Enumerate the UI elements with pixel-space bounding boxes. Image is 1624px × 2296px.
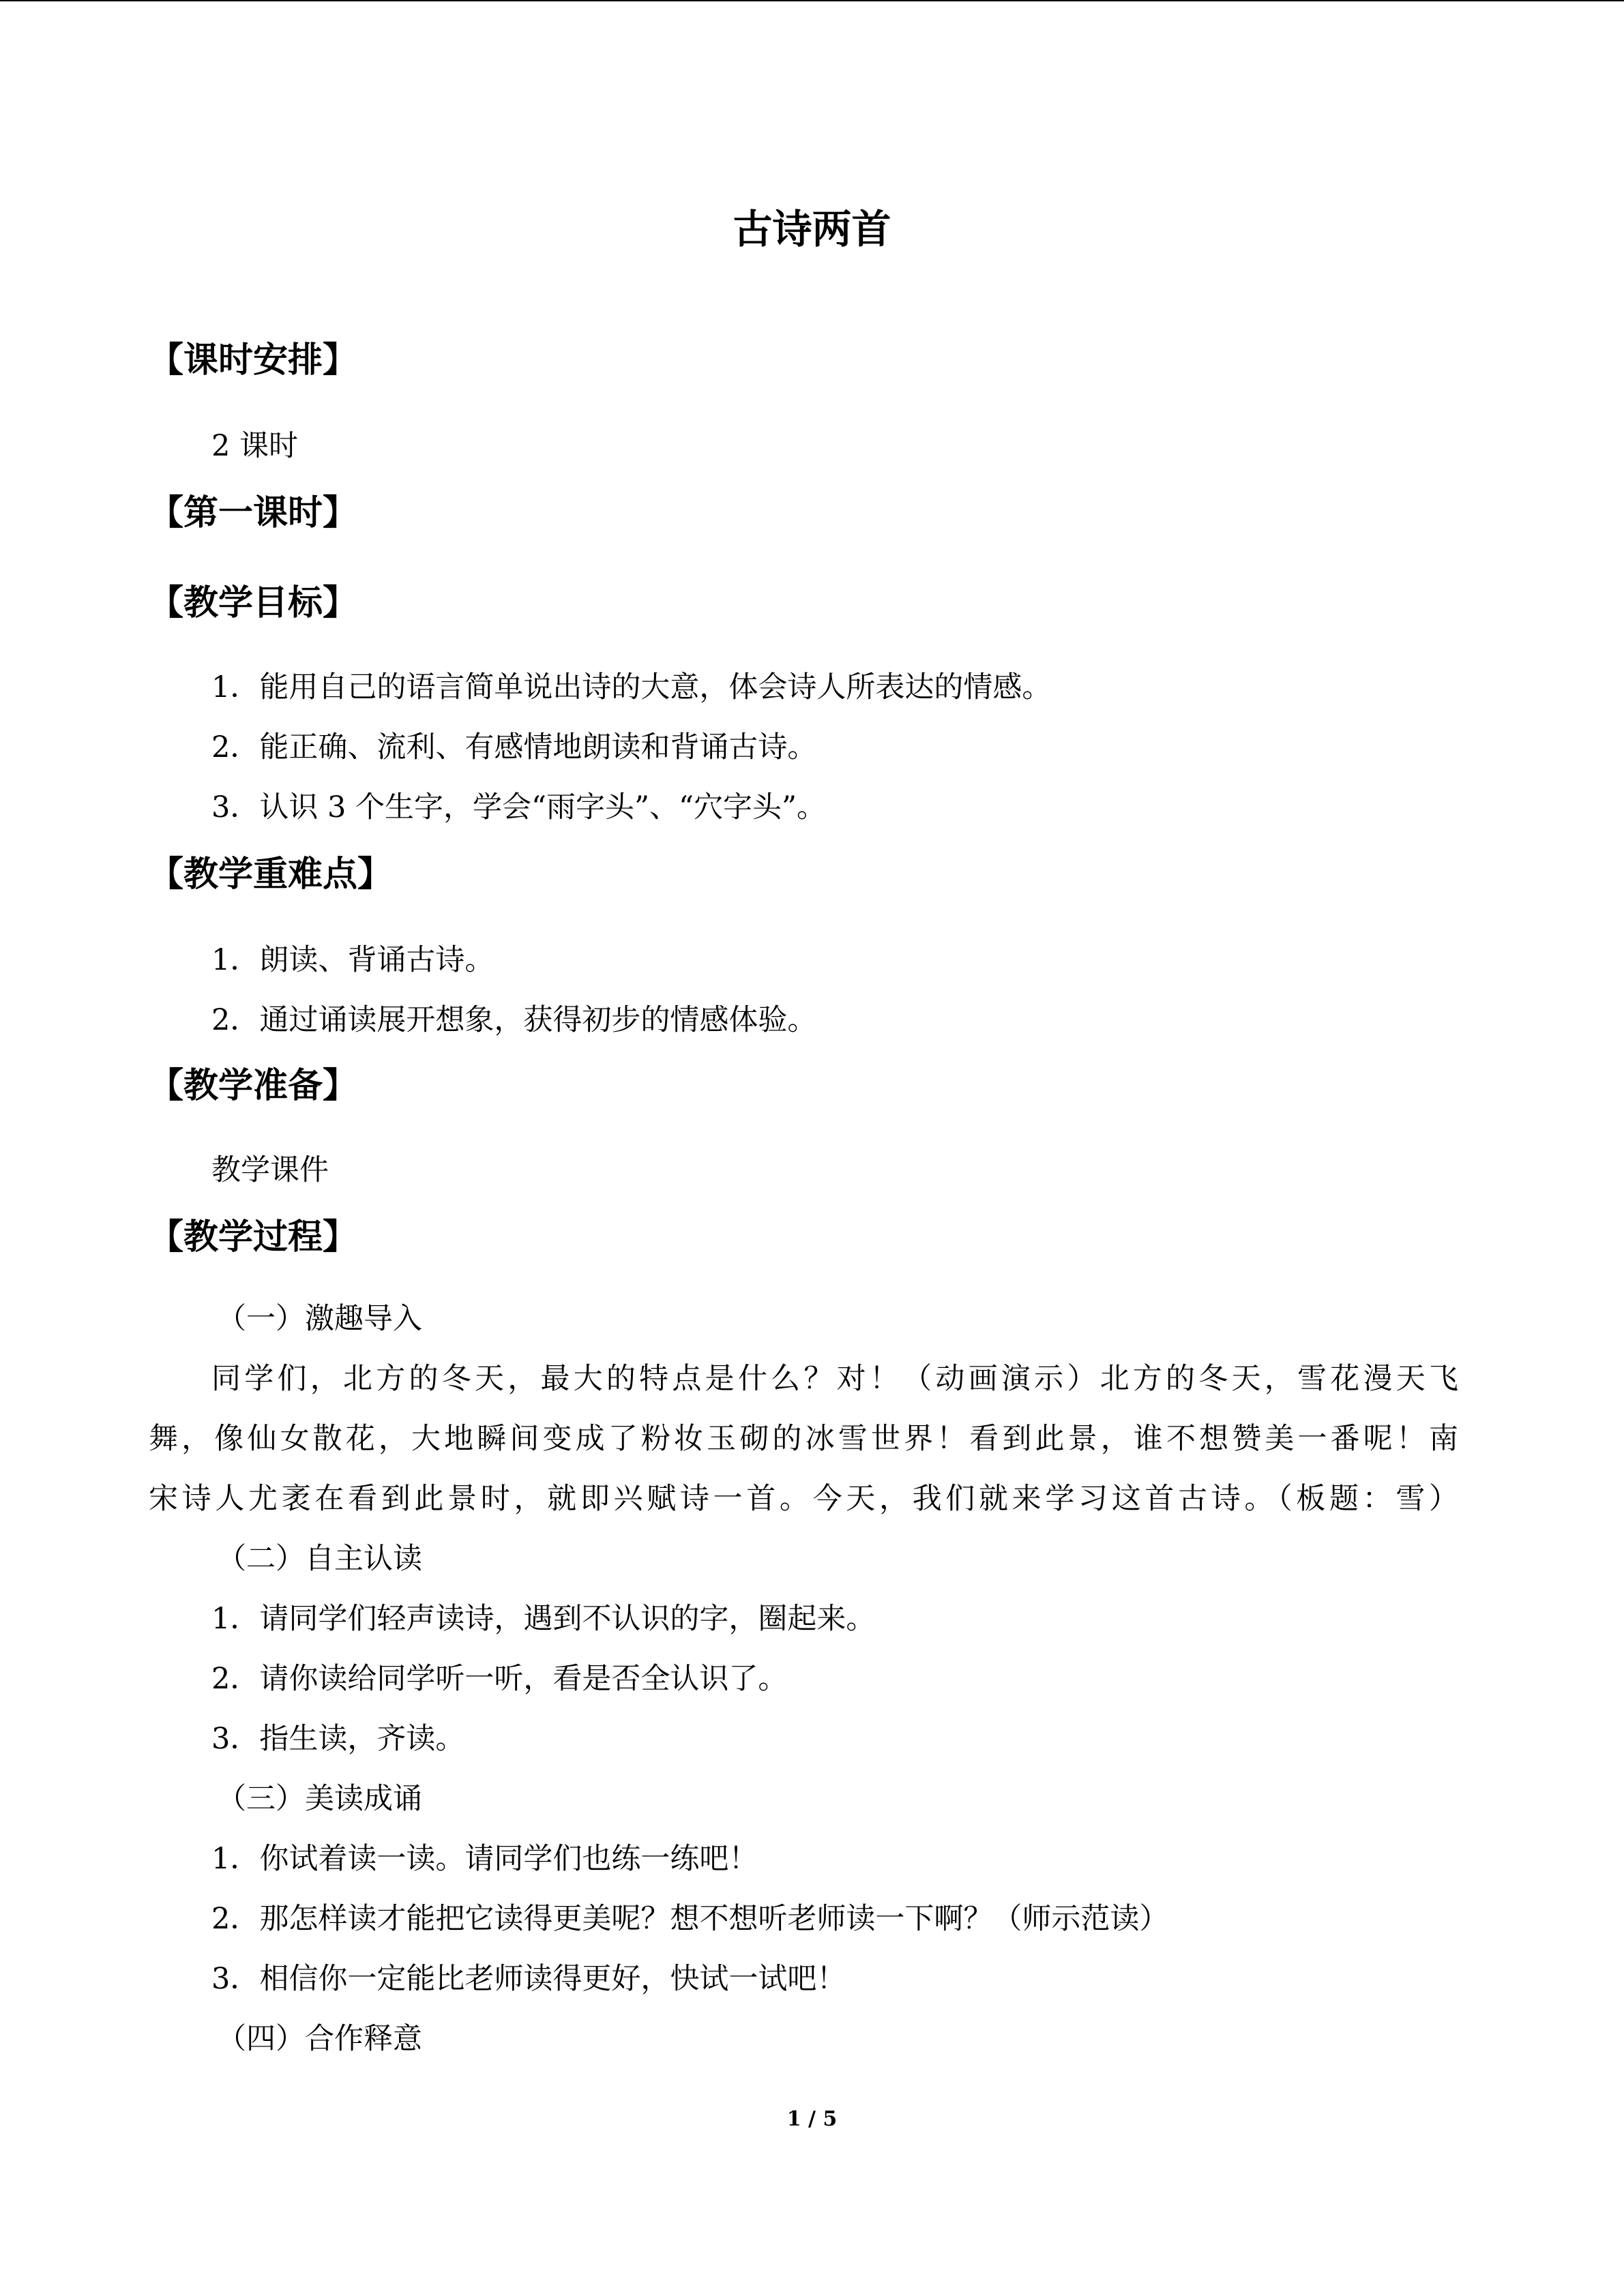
step-item: 1．请同学们轻声读诗，遇到不认识的字，圈起来。 xyxy=(211,1602,876,1636)
key-point-item: 1．朗读、背诵古诗。 xyxy=(211,943,494,977)
step-item: 2．请你读给同学听一听，看是否全认识了。 xyxy=(211,1662,788,1696)
schedule-heading: 【课时安排】 xyxy=(149,340,358,381)
step-item: 3．相信你一定能比老师读得更好，快试一试吧！ xyxy=(211,1962,846,1996)
process-heading: 【教学过程】 xyxy=(149,1217,358,1257)
step-item: 1．你试着读一读。请同学们也练一练吧！ xyxy=(211,1842,758,1876)
intro-paragraph-line: 宋诗人尤袤在看到此景时，就即兴赋诗一首。今天，我们就来学习这首古诗。（板题：雪） xyxy=(149,1482,1458,1516)
step-title: （一）激趣导入 xyxy=(217,1302,422,1336)
preparation-content: 教学课件 xyxy=(211,1153,329,1187)
preparation-heading: 【教学准备】 xyxy=(149,1066,358,1106)
page-top-border xyxy=(0,0,1624,1)
intro-paragraph-line: 同学们，北方的冬天，最大的特点是什么？对！（动画演示）北方的冬天，雪花漫天飞 xyxy=(211,1362,1458,1396)
step-title: （二）自主认读 xyxy=(217,1542,422,1576)
step-item: 3．指生读，齐读。 xyxy=(211,1722,465,1756)
document-title: 古诗两首 xyxy=(733,206,891,252)
objective-item: 3．认识 3 个生字，学会“雨字头”、“穴字头”。 xyxy=(211,790,826,824)
lesson-one-heading: 【第一课时】 xyxy=(149,493,358,533)
objective-item: 2．能正确、流利、有感情地朗读和背诵古诗。 xyxy=(211,730,817,764)
step-item: 2．那怎样读才能把它读得更美呢？想不想听老师读一下啊？（师示范读） xyxy=(211,1902,1169,1936)
objectives-heading: 【教学目标】 xyxy=(149,583,358,623)
key-points-heading: 【教学重难点】 xyxy=(149,854,393,895)
step-title: （四）合作释意 xyxy=(217,2022,422,2056)
objective-item: 1．能用自己的语言简单说出诗的大意，体会诗人所表达的情感。 xyxy=(211,670,1052,704)
page-number: 1 / 5 xyxy=(786,2107,838,2131)
key-point-item: 2．通过诵读展开想象，获得初步的情感体验。 xyxy=(211,1003,817,1037)
step-title: （三）美读成诵 xyxy=(217,1782,422,1816)
schedule-content: 2 课时 xyxy=(211,429,299,463)
intro-paragraph-line: 舞，像仙女散花，大地瞬间变成了粉妆玉砌的冰雪世界！看到此景，谁不想赞美一番呢！南 xyxy=(149,1422,1458,1456)
